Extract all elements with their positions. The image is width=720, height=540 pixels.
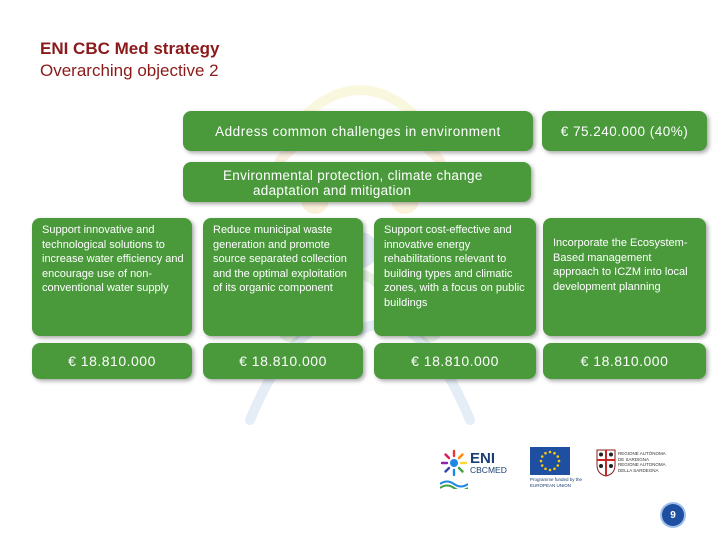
priority-card-energy: Support cost-effective and innovative energy rehabilitations relevant to building types and climatic zones, with a focus on public buildings <box>374 218 536 336</box>
priority-amount-iczm: € 18.810.000 <box>543 343 706 379</box>
eu-logo-caption: Programme funded by the EUROPEAN UNION <box>530 477 583 488</box>
eni-logo-subtext: CBCMED <box>470 465 507 475</box>
thematic-objective-line-2: adaptation and mitigation <box>253 183 412 198</box>
objective-box: Address common challenges in environment <box>183 111 533 151</box>
eu-logo <box>530 447 592 493</box>
thematic-objective-line-1: Environmental protection, climate change <box>223 168 483 183</box>
sardegna-logo <box>596 447 672 493</box>
eni-wave-icon <box>440 479 468 489</box>
eu-flag-icon <box>530 447 570 475</box>
objective-budget-box: € 75.240.000 (40%) <box>542 111 707 151</box>
page-number-badge: 9 <box>662 504 684 526</box>
sardegna-shield-icon <box>596 449 616 477</box>
slide-title-block <box>40 38 219 82</box>
priority-card-waste: Reduce municipal waste generation and promote source separated collection and the optimal exploitation of its organic component <box>203 218 363 336</box>
priority-amount-water: € 18.810.000 <box>32 343 192 379</box>
priority-amount-waste: € 18.810.000 <box>203 343 363 379</box>
priority-card-iczm: Incorporate the Ecosystem-Based management approach to ICZM into local development planning <box>543 218 706 336</box>
eni-sun-icon <box>440 449 468 477</box>
slide-title: ENI CBC Med strategy <box>40 39 220 58</box>
sardegna-logo-caption: REGIONE AUTÒNOMA DE SARDIGNA REGIONE AUTONOMA DELLA SARDEGNA <box>618 451 666 473</box>
eni-cbcmed-logo <box>440 447 528 493</box>
eni-logo-text: ENI <box>470 450 496 467</box>
thematic-objective-box <box>183 162 531 202</box>
partner-logos <box>440 447 670 493</box>
priority-card-water: Support innovative and technological solutions to increase water efficiency and encourage use of non-conventional water supply <box>32 218 192 336</box>
priority-amount-energy: € 18.810.000 <box>374 343 536 379</box>
slide-subtitle: Overarching objective 2 <box>40 61 219 80</box>
